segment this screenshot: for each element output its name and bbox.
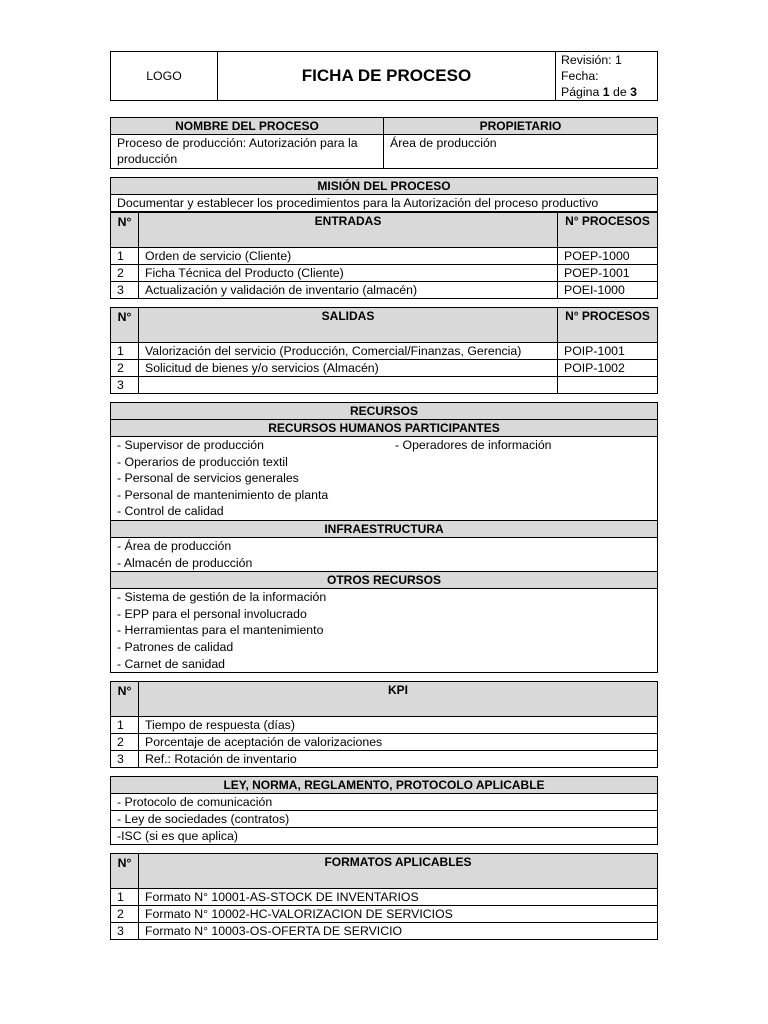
revision-info (556, 52, 658, 101)
owner-label: PROPIETARIO (384, 118, 658, 135)
list-item: - Almacén de producción (117, 555, 253, 570)
revision: Revisión: 1 (561, 53, 622, 67)
infrastructure-label: INFRAESTRUCTURA (111, 520, 658, 537)
process-name-value: Proceso de producción: Autorización para la producción (111, 135, 384, 169)
other-resources-label: OTROS RECURSOS (111, 572, 658, 589)
list-item: - Ley de sociedades (contratos) (111, 811, 658, 828)
list-item: - Operarios de producción textil (117, 454, 288, 469)
logo: LOGO (111, 52, 218, 101)
fecha: Fecha: (561, 69, 599, 83)
table-row: 2 Solicitud de bienes y/o servicios (Almacén) POIP-1002 (111, 360, 658, 377)
infrastructure-list (111, 537, 658, 571)
list-item: - Operadores de información (395, 438, 552, 452)
table-row: 2 Ficha Técnica del Producto (Cliente) POEP-1001 (111, 265, 658, 282)
mission-label: MISIÓN DEL PROCESO (111, 178, 658, 195)
list-item: - Herramientas para el mantenimiento (117, 623, 324, 638)
table-row: 1 Orden de servicio (Cliente) POEP-1000 (111, 248, 658, 265)
kpi-table (110, 681, 658, 768)
other-resources-list (111, 589, 658, 673)
outputs-proc-header: N° PROCESOS (558, 308, 658, 343)
list-item: - Sistema de gestión de la información (117, 590, 327, 605)
table-row: 1 Formato N° 10001-AS-STOCK DE INVENTARIOS (111, 889, 658, 906)
table-row: 2 Porcentaje de aceptación de valorizaciones (111, 734, 658, 751)
inputs-proc-header: N° PROCESOS (558, 213, 658, 248)
human-resources-list (111, 437, 658, 521)
table-row: 3 (111, 377, 658, 394)
list-item: - EPP para el personal involucrado (117, 606, 307, 621)
law-label: LEY, NORMA, REGLAMENTO, PROTOCOLO APLICABLE (111, 777, 658, 794)
list-item: - Supervisor de producción (117, 438, 264, 452)
outputs-table (110, 307, 658, 394)
inputs-num-header: N° (111, 213, 139, 248)
list-item: -ISC (si es que aplica) (111, 828, 658, 845)
formats-header: FORMATOS APLICABLES (139, 854, 658, 889)
kpi-num-header: N° (111, 682, 139, 717)
table-row: 3 Ref.: Rotación de inventario (111, 751, 658, 768)
table-row: 1 Valorización del servicio (Producción, Comercial/Finanzas, Gerencia) POIP-1001 (111, 343, 658, 360)
outputs-num-header: N° (111, 308, 139, 343)
owner-value: Área de producción (384, 135, 658, 169)
human-resources-label: RECURSOS HUMANOS PARTICIPANTES (111, 420, 658, 437)
list-item: - Carnet de sanidad (117, 656, 226, 671)
header-table (110, 51, 658, 101)
table-row: 1 Tiempo de respuesta (días) (111, 717, 658, 734)
document-page (110, 51, 658, 940)
resources-table (110, 402, 658, 673)
list-item: - Control de calidad (117, 504, 224, 519)
table-row: 2 Formato N° 10002-HC-VALORIZACION DE SERVICIOS (111, 906, 658, 923)
law-table (110, 776, 658, 845)
inputs-table (110, 212, 658, 299)
formats-num-header: N° (111, 854, 139, 889)
document-title: FICHA DE PROCESO (218, 52, 556, 101)
mission-table (110, 177, 658, 212)
kpi-header: KPI (139, 682, 658, 717)
list-item: - Área de producción (117, 538, 232, 553)
list-item: - Protocolo de comunicación (111, 794, 658, 811)
inputs-header: ENTRADAS (139, 213, 558, 248)
table-row: 3 Formato N° 10003-OS-OFERTA DE SERVICIO (111, 923, 658, 940)
process-owner-table (110, 117, 658, 169)
resources-label: RECURSOS (111, 403, 658, 420)
table-row: 3 Actualización y validación de inventario (almacén) POEI-1000 (111, 282, 658, 299)
process-name-label: NOMBRE DEL PROCESO (111, 118, 384, 135)
list-item: - Personal de servicios generales (117, 471, 299, 486)
pagina: Página 1 de 3 (561, 85, 637, 99)
formats-table (110, 853, 658, 940)
list-item: - Patrones de calidad (117, 639, 234, 654)
list-item: - Personal de mantenimiento de planta (117, 487, 329, 502)
mission-value: Documentar y establecer los procedimientos para la Autorización del proceso productivo (111, 195, 658, 212)
outputs-header: SALIDAS (139, 308, 558, 343)
